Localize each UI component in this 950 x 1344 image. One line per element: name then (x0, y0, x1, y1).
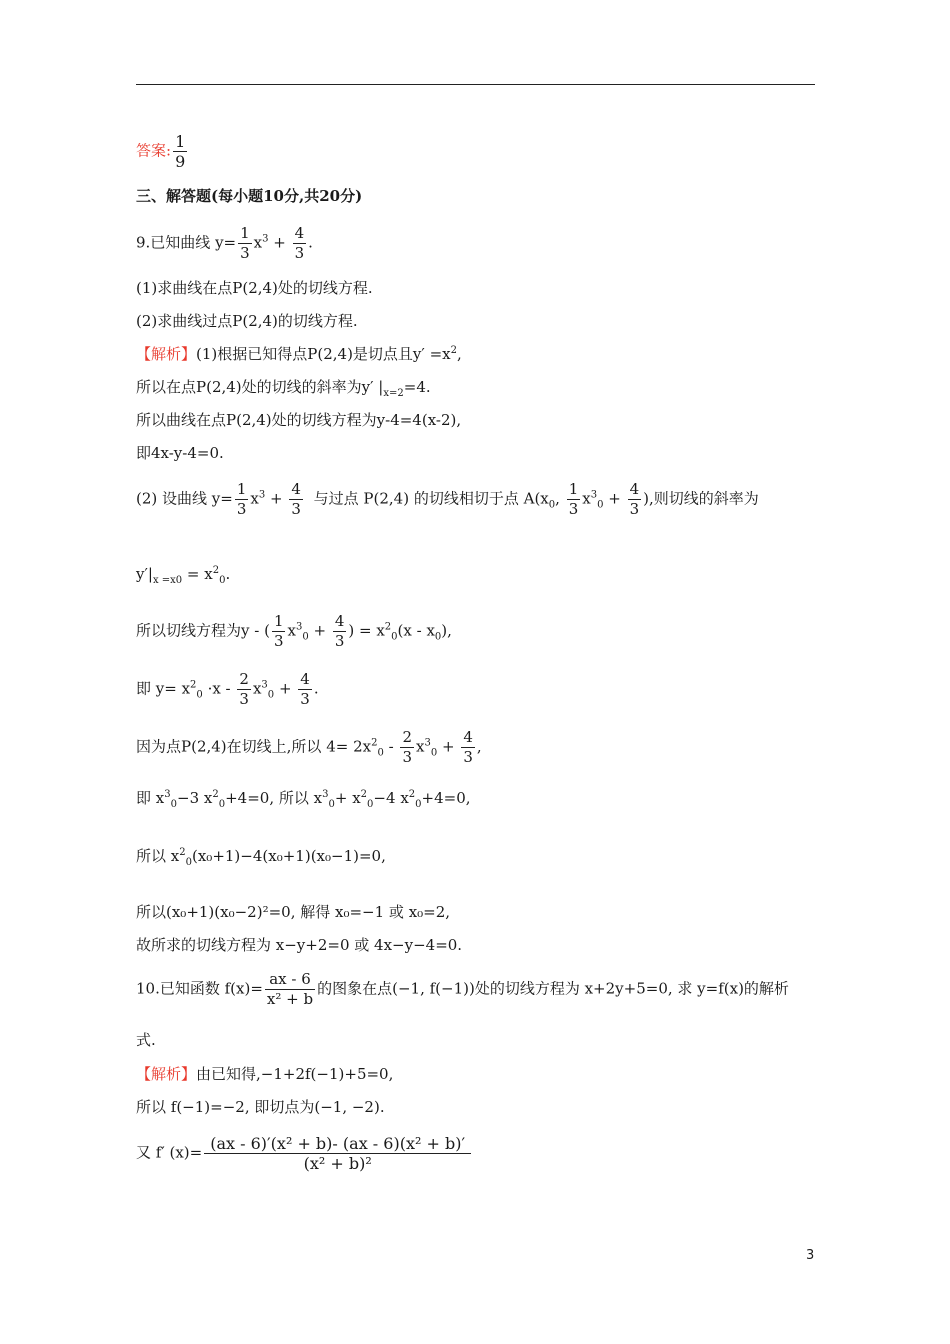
q9-solution-line4: 即4x-y-4=0. (136, 444, 224, 462)
q9-slope: $y'|_{x =x0} = x^2_0$. (136, 565, 231, 586)
q9-part1: (1)求曲线在点P(2,4)处的切线方程. (136, 279, 373, 297)
q9-tangent-eq: 所以切线方程为y - ( $\frac{1}{3}$ $x^3_0$ + $\frac{4}{3}$ ) = $x^2_0(x - x_0)$, (136, 612, 452, 650)
answer-label: 答案: (136, 141, 172, 160)
q10-derivative: 又 f′ (x)= $\frac{\text{(ax - 6)′(x² + b)- (ax - 6)(x² + b)′}}{\text{(x² + b)²}}$ (136, 1134, 473, 1173)
solution-tag: 【解析】 (136, 345, 197, 363)
q9-solution-line1: 【解析】(1)根据已知得点P(2,4)是切点且$y' =x^2$, (136, 345, 462, 363)
q9-final: 故所求的切线方程为 x−y+2=0 或 4x−y−4=0. (136, 936, 463, 954)
q9-point-on-line: 因为点P(2,4)在切线上,所以 $4= 2x^2_0$ - $\frac{2}{3}$ $x^3_0$ + $\frac{4}{3}$ , (136, 728, 482, 766)
answer-fraction: $\frac{1}{9}$ (175, 132, 186, 171)
answer-line (136, 132, 189, 171)
q9-part2: (2)求曲线过点P(2,4)的切线方程. (136, 312, 358, 330)
q9-cubic-eq: 即 $x^3_0-3$ $x^2_0+4=0$, 所以 $x^3_0+ x^2_0-4$ $x^2_0+4=0$, (136, 789, 471, 810)
q10-statement: 10.已知函数 f(x)= $\frac{ax - 6}{\text{x² + b}}$ 的图象在点(−1, f(−1))处的切线方程为 x+2y+5=0, 求 y=f(x)的解析 (136, 970, 789, 1008)
header-rule (136, 84, 815, 85)
page-number: 3 (806, 1248, 815, 1263)
q10-solution-line2: 所以 f(−1)=−2, 即切点为(−1, −2). (136, 1098, 385, 1116)
section-title: 三、解答题(每小题10分,共20分) (136, 187, 363, 205)
q9-tangent-simplified: 即 $y= x^2_0 \cdot x$ - $\frac{2}{3}$ $x^3_0$ + $\frac{4}{3}$ . (136, 670, 319, 708)
q9-solution-line3: 所以曲线在点P(2,4)处的切线方程为y-4=4(x-2), (136, 411, 462, 429)
q9-solution-line2: 所以在点P(2,4)处的切线的斜率为y′ $|_{x=2}=4$. (136, 378, 431, 399)
q9-factor-1: 所以 $x^2_0(x_0+1)-4(x_0+1)(x_0-1)=0$, (136, 847, 386, 868)
solution-tag: 【解析】 (136, 1065, 197, 1083)
q9-part2-solution: (2) 设曲线 y= $\frac{1}{3}$ $x^3$ + $\frac{4}{3}$ 与过点 P(2,4) 的切线相切于点 $A(x_0$, $\frac{1}{3}$ $x^3_0$ + $\frac{4}{3}$ ),则切线的斜率为 (136, 480, 759, 518)
q10-statement-cont: 式. (136, 1031, 156, 1049)
q9-factor-2: 所以(x₀+1)(x₀−2)²=0, 解得 x₀=−1 或 x₀=2, (136, 903, 451, 921)
q10-solution-line1: 【解析】由已知得,−1+2f(−1)+5=0, (136, 1065, 394, 1083)
q9-statement: 9.已知曲线 y= $\frac{1}{3}$ $x^3$ + $\frac{4}{3}$ . (136, 224, 313, 262)
